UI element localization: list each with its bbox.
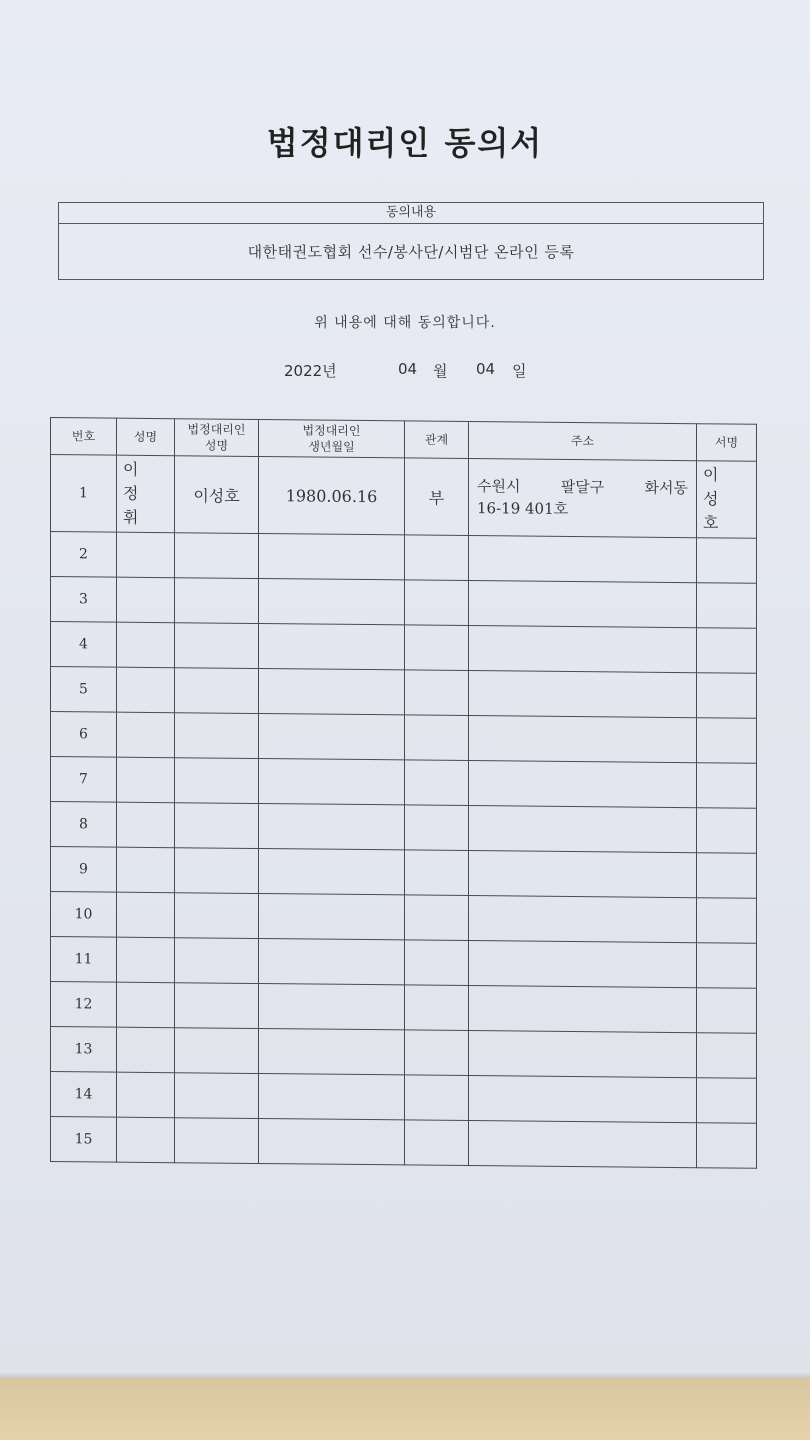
header-guardian-dob-line1: 법정대리인 xyxy=(302,423,361,438)
empty-cell xyxy=(469,896,697,943)
empty-cell xyxy=(175,938,259,984)
empty-cell xyxy=(175,848,259,894)
empty-cell xyxy=(405,670,469,716)
empty-cell xyxy=(697,673,757,719)
empty-cell xyxy=(469,806,697,853)
guardian-table xyxy=(50,417,757,1169)
empty-cell xyxy=(259,1074,405,1120)
row-guardian-name: 이성호 xyxy=(175,456,259,534)
row-number: 13 xyxy=(51,1027,117,1073)
empty-cell xyxy=(259,624,405,670)
table-row xyxy=(51,622,757,674)
empty-cell xyxy=(117,1072,175,1118)
row-number: 4 xyxy=(51,622,117,668)
row-number: 10 xyxy=(51,892,117,938)
empty-cell xyxy=(405,535,469,581)
empty-cell xyxy=(697,718,757,764)
empty-cell xyxy=(405,625,469,671)
row-address-dong: 화서동 xyxy=(644,478,688,498)
empty-cell xyxy=(259,1119,405,1165)
empty-cell xyxy=(469,1076,697,1123)
header-guardian-name xyxy=(175,419,259,457)
empty-cell xyxy=(697,538,757,584)
empty-cell xyxy=(469,581,697,628)
consent-content-body: 대한태권도협회 선수/봉사단/시범단 온라인 등록 xyxy=(247,243,575,261)
empty-cell xyxy=(469,851,697,898)
table-row xyxy=(51,937,757,989)
empty-cell xyxy=(117,937,175,983)
empty-cell xyxy=(259,1029,405,1075)
empty-cell xyxy=(259,669,405,715)
empty-cell xyxy=(117,622,175,668)
empty-cell xyxy=(697,1078,757,1124)
empty-cell xyxy=(117,982,175,1028)
floor-background xyxy=(0,1378,810,1440)
guardian-table-wrap xyxy=(50,417,760,1169)
table-row xyxy=(51,802,757,854)
table-row xyxy=(51,982,757,1034)
empty-cell xyxy=(175,668,259,714)
empty-cell xyxy=(697,808,757,854)
row-number: 6 xyxy=(51,712,117,758)
row-signature: 이 성 호 xyxy=(697,461,757,539)
row-guardian-dob: 1980.06.16 xyxy=(259,457,405,535)
table-row xyxy=(51,1072,757,1124)
row-number: 3 xyxy=(51,577,117,623)
header-guardian-dob-line2: 생년월일 xyxy=(308,439,355,454)
header-relation: 관계 xyxy=(405,421,469,459)
header-signature: 서명 xyxy=(697,424,757,462)
row-number: 8 xyxy=(51,802,117,848)
empty-cell xyxy=(117,667,175,713)
row-number: 15 xyxy=(51,1117,117,1163)
empty-cell xyxy=(117,532,175,578)
empty-cell xyxy=(259,534,405,580)
empty-cell xyxy=(469,986,697,1033)
header-name: 성명 xyxy=(117,418,175,456)
table-row xyxy=(51,712,757,764)
row-number: 14 xyxy=(51,1072,117,1118)
header-guardian-name-line1: 법정대리인 xyxy=(187,422,246,437)
empty-cell xyxy=(175,713,259,759)
empty-cell xyxy=(117,1027,175,1073)
empty-cell xyxy=(175,893,259,939)
empty-cell xyxy=(697,583,757,629)
header-guardian-dob xyxy=(259,420,405,458)
empty-cell xyxy=(259,939,405,985)
date-day-unit: 일 xyxy=(512,362,527,380)
empty-cell xyxy=(697,853,757,899)
empty-cell xyxy=(697,628,757,674)
date-month-unit: 월 xyxy=(433,362,448,380)
header-address: 주소 xyxy=(469,422,697,461)
table-row xyxy=(51,847,757,899)
empty-cell xyxy=(175,1073,259,1119)
empty-cell xyxy=(405,895,469,941)
empty-cell xyxy=(117,802,175,848)
empty-cell xyxy=(405,1120,469,1166)
empty-cell xyxy=(259,804,405,850)
empty-cell xyxy=(697,1033,757,1079)
empty-cell xyxy=(469,941,697,988)
header-guardian-name-line2: 성명 xyxy=(204,438,229,453)
row-relation: 부 xyxy=(405,458,469,536)
empty-cell xyxy=(697,898,757,944)
empty-cell xyxy=(117,712,175,758)
empty-cell xyxy=(405,715,469,761)
agreement-statement: 위 내용에 대해 동의합니다. xyxy=(314,315,496,331)
empty-cell xyxy=(405,940,469,986)
empty-cell xyxy=(175,1028,259,1074)
empty-cell xyxy=(117,577,175,623)
row-number: 11 xyxy=(51,937,117,983)
table-row xyxy=(51,577,757,629)
empty-cell xyxy=(469,536,697,583)
date-year: 2022년 xyxy=(284,362,337,380)
empty-cell xyxy=(405,760,469,806)
empty-cell xyxy=(697,763,757,809)
empty-cell xyxy=(175,623,259,669)
table-row xyxy=(51,532,757,584)
document-title: 법정대리인 동의서 xyxy=(266,124,544,162)
row-address xyxy=(469,459,697,538)
row-number: 9 xyxy=(51,847,117,893)
consent-content-box xyxy=(58,202,764,280)
empty-cell xyxy=(469,761,697,808)
date-day: 04 xyxy=(476,360,496,378)
table-row xyxy=(51,1027,757,1079)
empty-cell xyxy=(469,716,697,763)
empty-cell xyxy=(175,533,259,579)
row-number: 12 xyxy=(51,982,117,1028)
empty-cell xyxy=(405,985,469,1031)
empty-cell xyxy=(175,803,259,849)
row-number: 5 xyxy=(51,667,117,713)
row-address-city: 수원시 xyxy=(477,477,521,496)
row-address-line1 xyxy=(477,475,688,499)
empty-cell xyxy=(697,1123,757,1169)
row-number: 1 xyxy=(51,455,117,533)
empty-cell xyxy=(117,757,175,803)
row-number: 2 xyxy=(51,532,117,578)
date-month: 04 xyxy=(398,360,418,378)
empty-cell xyxy=(117,847,175,893)
header-no: 번호 xyxy=(51,418,117,456)
empty-cell xyxy=(405,580,469,626)
row-address-line2: 16-19 401호 xyxy=(477,499,569,518)
empty-cell xyxy=(117,1117,175,1163)
table-row xyxy=(51,1117,757,1169)
empty-cell xyxy=(469,1031,697,1078)
empty-cell xyxy=(117,892,175,938)
empty-cell xyxy=(259,759,405,805)
empty-cell xyxy=(405,850,469,896)
table-row xyxy=(51,455,757,539)
empty-cell xyxy=(469,626,697,673)
empty-cell xyxy=(175,758,259,804)
empty-cell xyxy=(697,943,757,989)
empty-cell xyxy=(405,1075,469,1121)
empty-cell xyxy=(259,714,405,760)
empty-cell xyxy=(405,805,469,851)
empty-cell xyxy=(469,1121,697,1168)
empty-cell xyxy=(405,1030,469,1076)
empty-cell xyxy=(259,579,405,625)
table-row xyxy=(51,667,757,719)
empty-cell xyxy=(259,849,405,895)
empty-cell xyxy=(697,988,757,1034)
table-row xyxy=(51,757,757,809)
empty-cell xyxy=(259,894,405,940)
row-address-district: 팔달구 xyxy=(560,477,605,497)
empty-cell xyxy=(175,1118,259,1164)
consent-content-header: 동의내용 xyxy=(59,203,763,224)
empty-cell xyxy=(259,984,405,1030)
table-row xyxy=(51,892,757,944)
empty-cell xyxy=(175,983,259,1029)
row-number: 7 xyxy=(51,757,117,803)
empty-cell xyxy=(469,671,697,718)
row-name: 이 정 휘 xyxy=(117,455,175,533)
empty-cell xyxy=(175,578,259,624)
